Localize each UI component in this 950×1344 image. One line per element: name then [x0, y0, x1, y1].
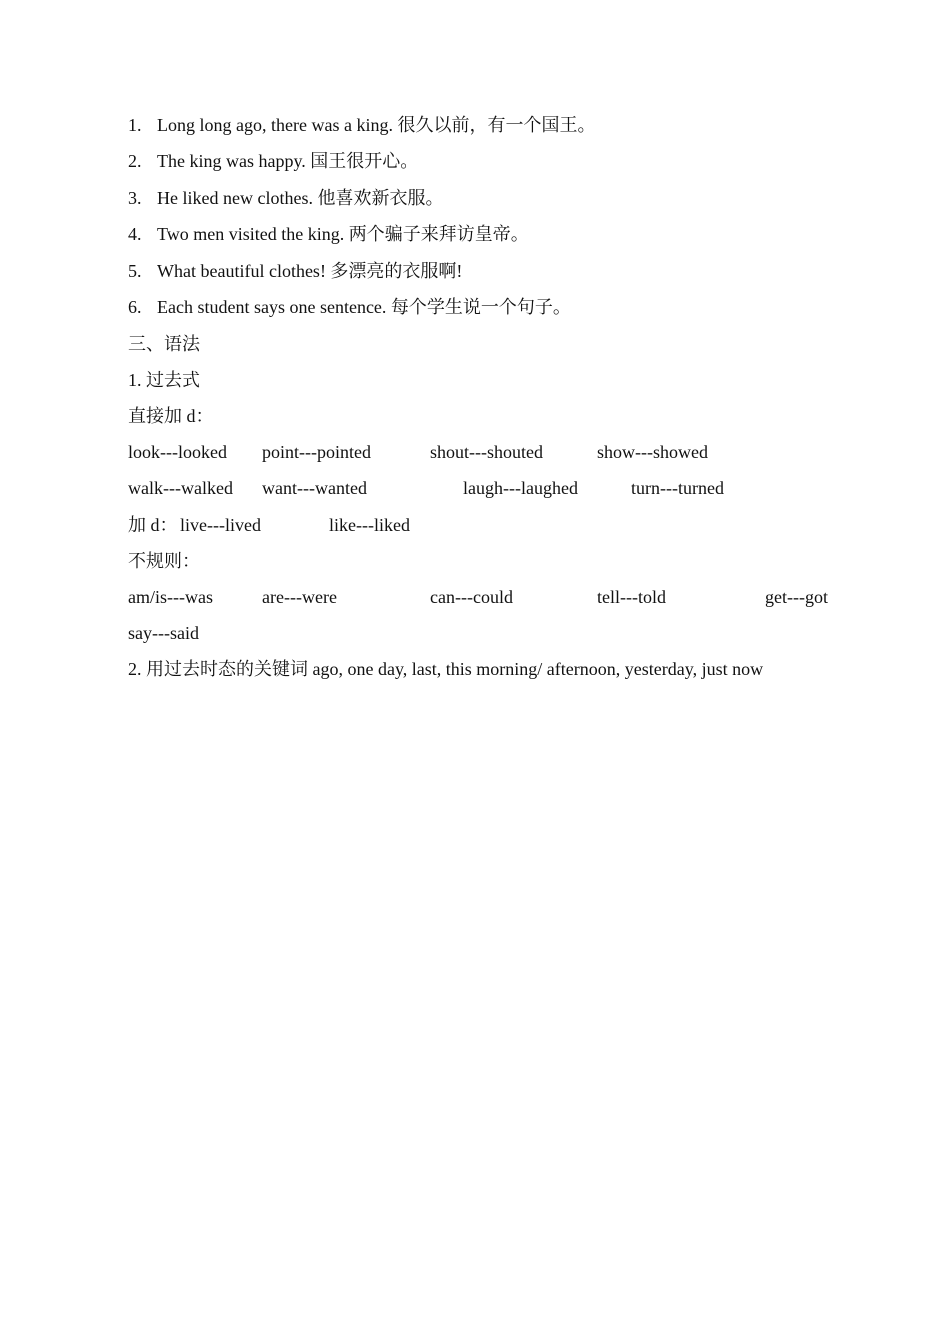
past-tense-title: 1. 过去式	[128, 370, 200, 390]
add-d-label: 加 d：	[128, 515, 178, 535]
past-tense-keywords: 2. 用过去时态的关键词 ago, one day, last, this morning/ afternoon, yesterday, just now	[128, 659, 764, 679]
sentence-text: Each student says one sentence. 每个学生说一个句子。	[157, 297, 571, 317]
verb-pair: can---could	[430, 587, 513, 607]
sentence-5	[128, 260, 462, 282]
sentence-number: 2.	[128, 151, 142, 171]
grammar-heading: 三、语法	[128, 334, 200, 354]
verb-pair: want---wanted	[262, 478, 367, 498]
verb-pair: are---were	[262, 587, 337, 607]
verb-pair: live---lived	[180, 515, 261, 535]
sentence-3	[128, 187, 443, 209]
irregular-label: 不规则：	[128, 551, 200, 571]
verb-pair: say---said	[128, 623, 199, 643]
sentence-number: 6.	[128, 297, 142, 317]
sentence-text: He liked new clothes. 他喜欢新衣服。	[157, 188, 444, 208]
sentence-number: 4.	[128, 224, 142, 244]
verb-pair: point---pointed	[262, 442, 371, 462]
sentence-text: Long long ago, there was a king. 很久以前，有一个国王。	[157, 115, 596, 135]
verb-pair: shout---shouted	[430, 442, 543, 462]
sentence-text: What beautiful clothes! 多漂亮的衣服啊!	[157, 261, 463, 281]
verb-pair: turn---turned	[631, 478, 724, 498]
sentence-1	[128, 114, 595, 136]
sentence-text: The king was happy. 国王很开心。	[157, 151, 419, 171]
verb-pair: am/is---was	[128, 587, 213, 607]
sentence-6	[128, 296, 571, 318]
sentence-text: Two men visited the king. 两个骗子来拜访皇帝。	[157, 224, 529, 244]
verb-pair: show---showed	[597, 442, 708, 462]
sentence-number: 3.	[128, 188, 142, 208]
sentence-number: 1.	[128, 115, 142, 135]
verb-pair: laugh---laughed	[463, 478, 578, 498]
sentence-4	[128, 223, 529, 245]
verb-pair: like---liked	[329, 515, 410, 535]
verb-pair: look---looked	[128, 442, 227, 462]
add-d-direct-label: 直接加 d：	[128, 406, 214, 426]
verb-pair: walk---walked	[128, 478, 233, 498]
sentence-2	[128, 150, 418, 172]
verb-pair: get---got	[765, 587, 828, 607]
verb-pair: tell---told	[597, 587, 666, 607]
sentence-number: 5.	[128, 261, 142, 281]
